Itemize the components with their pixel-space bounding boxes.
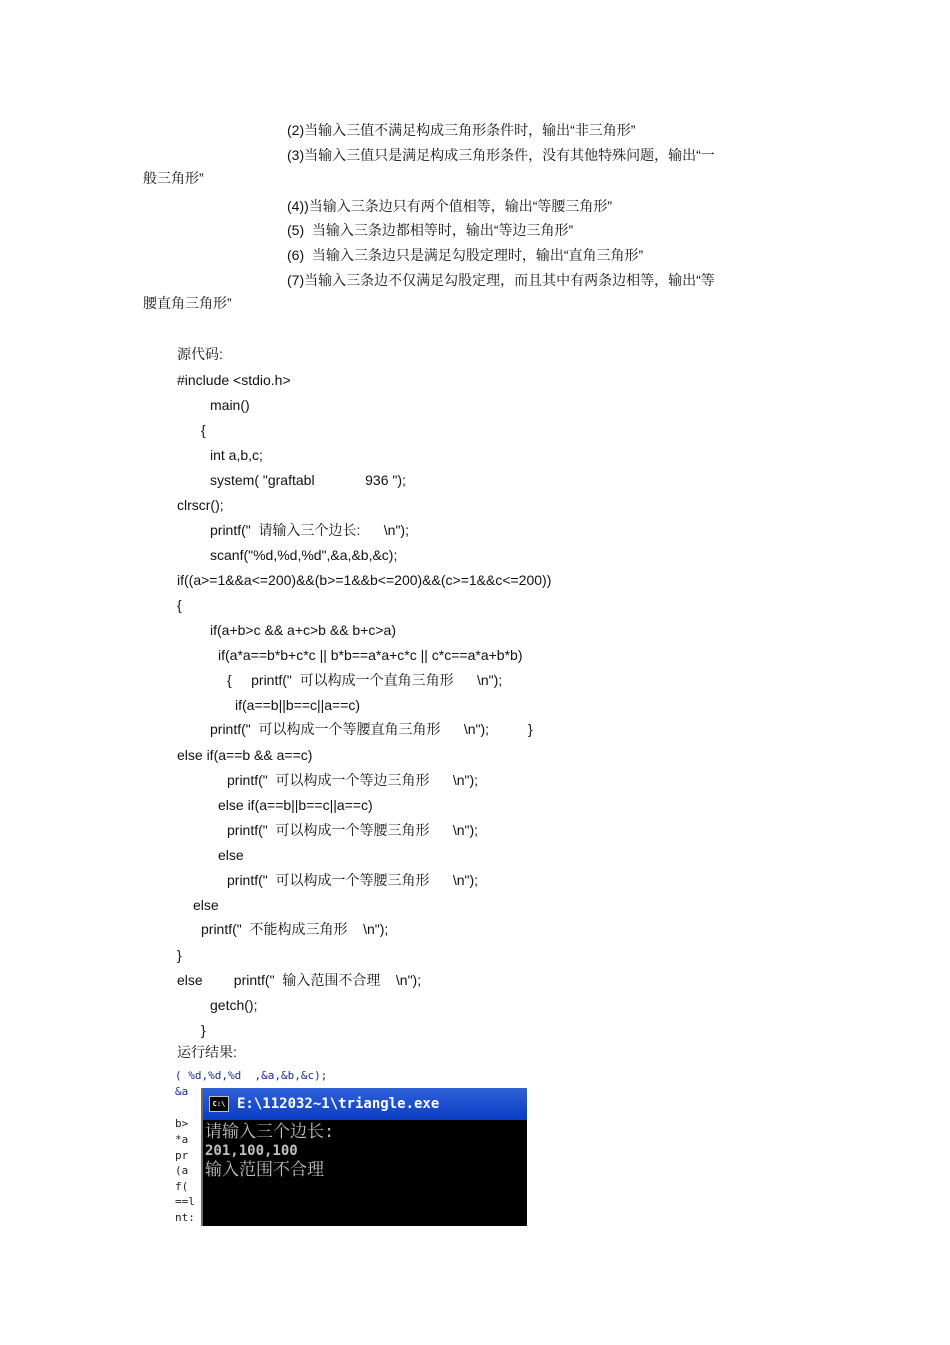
editor-line: (a: [175, 1164, 189, 1177]
editor-line: &a: [175, 1085, 189, 1098]
requirement-5: (5) 当输入三条边都相等时，输出“等边三角形”: [287, 222, 574, 238]
requirement-3: (3)当输入三值只是满足构成三角形条件，没有其他特殊问题，输出“一: [287, 147, 715, 163]
console-line: 201,100,100: [205, 1143, 298, 1159]
editor-line: pr: [175, 1149, 189, 1162]
console-line: 输入范围不合理: [205, 1160, 324, 1180]
code-line: printf(" 可以构成一个等腰三角形 \n");: [227, 822, 479, 838]
result-label: 运行结果:: [177, 1044, 237, 1060]
editor-line: b>: [175, 1117, 189, 1130]
code-line: printf(" 可以构成一个等腰三角形 \n");: [227, 872, 479, 888]
cmd-icon: C:\: [209, 1096, 229, 1112]
code-line: else: [193, 897, 219, 913]
editor-line: ( %d,%d,%d ,&a,&b,&c);: [175, 1069, 328, 1082]
editor-line: *a: [175, 1133, 189, 1146]
console-line: 请输入三个边长:: [205, 1122, 335, 1142]
requirement-4: (4))当输入三条边只有两个值相等，输出“等腰三角形”: [287, 198, 613, 214]
code-line: {: [177, 597, 182, 613]
code-line: if(a+b>c && a+c>b && b+c>a): [210, 622, 397, 638]
code-line: clrscr();: [177, 497, 224, 513]
requirement-7-cont: 腰直角三角形”: [143, 295, 232, 311]
code-line: else printf(" 输入范围不合理 \n");: [177, 972, 422, 988]
run-result-screenshot: [173, 1068, 525, 1226]
code-line: printf(" 可以构成一个等腰直角三角形 \n"); }: [210, 721, 533, 737]
code-line: printf(" 可以构成一个等边三角形 \n");: [227, 772, 479, 788]
editor-line: ==l: [175, 1195, 195, 1208]
code-line: scanf("%d,%d,%d",&a,&b,&c);: [210, 547, 398, 563]
code-line: else: [218, 847, 244, 863]
code-line: }: [177, 947, 182, 963]
code-line: if(a*a==b*b+c*c || b*b==a*a+c*c || c*c==a*a+b*b): [218, 647, 523, 663]
code-line: { printf(" 可以构成一个直角三角形 \n");: [227, 672, 503, 688]
code-line: #include <stdio.h>: [177, 372, 291, 388]
console-output: [205, 1122, 527, 1226]
code-line: printf(" 不能构成三角形 \n");: [201, 921, 389, 937]
requirement-7: (7)当输入三条边不仅满足勾股定理，而且其中有两条边相等，输出“等: [287, 272, 715, 288]
code-line: }: [201, 1022, 206, 1038]
code-line: if((a>=1&&a<=200)&&(b>=1&&b<=200)&&(c>=1&&c<=200)): [177, 572, 552, 588]
editor-line: nt:: [175, 1211, 195, 1224]
code-line: getch();: [210, 997, 258, 1013]
code-line: printf(" 请输入三个边长: \n");: [210, 522, 409, 538]
code-line: else if(a==b && a==c): [177, 747, 313, 763]
code-line: int a,b,c;: [210, 447, 263, 463]
console-title: E:\112032~1\triangle.exe: [237, 1096, 440, 1112]
console-titlebar[interactable]: [203, 1088, 527, 1120]
code-line: main(): [210, 397, 250, 413]
source-label: 源代码:: [177, 346, 223, 362]
editor-line: f(: [175, 1180, 189, 1193]
requirement-2: (2)当输入三值不满足构成三角形条件时，输出“非三角形”: [287, 122, 636, 138]
code-line: {: [201, 422, 206, 438]
code-line: system( "graftabl 936 ");: [210, 472, 406, 488]
code-line: if(a==b||b==c||a==c): [235, 697, 361, 713]
code-line: else if(a==b||b==c||a==c): [218, 797, 373, 813]
requirement-3-cont: 般三角形”: [143, 170, 204, 186]
requirement-6: (6) 当输入三条边只是满足勾股定理时，输出“直角三角形”: [287, 247, 644, 263]
console-window: [201, 1088, 527, 1226]
